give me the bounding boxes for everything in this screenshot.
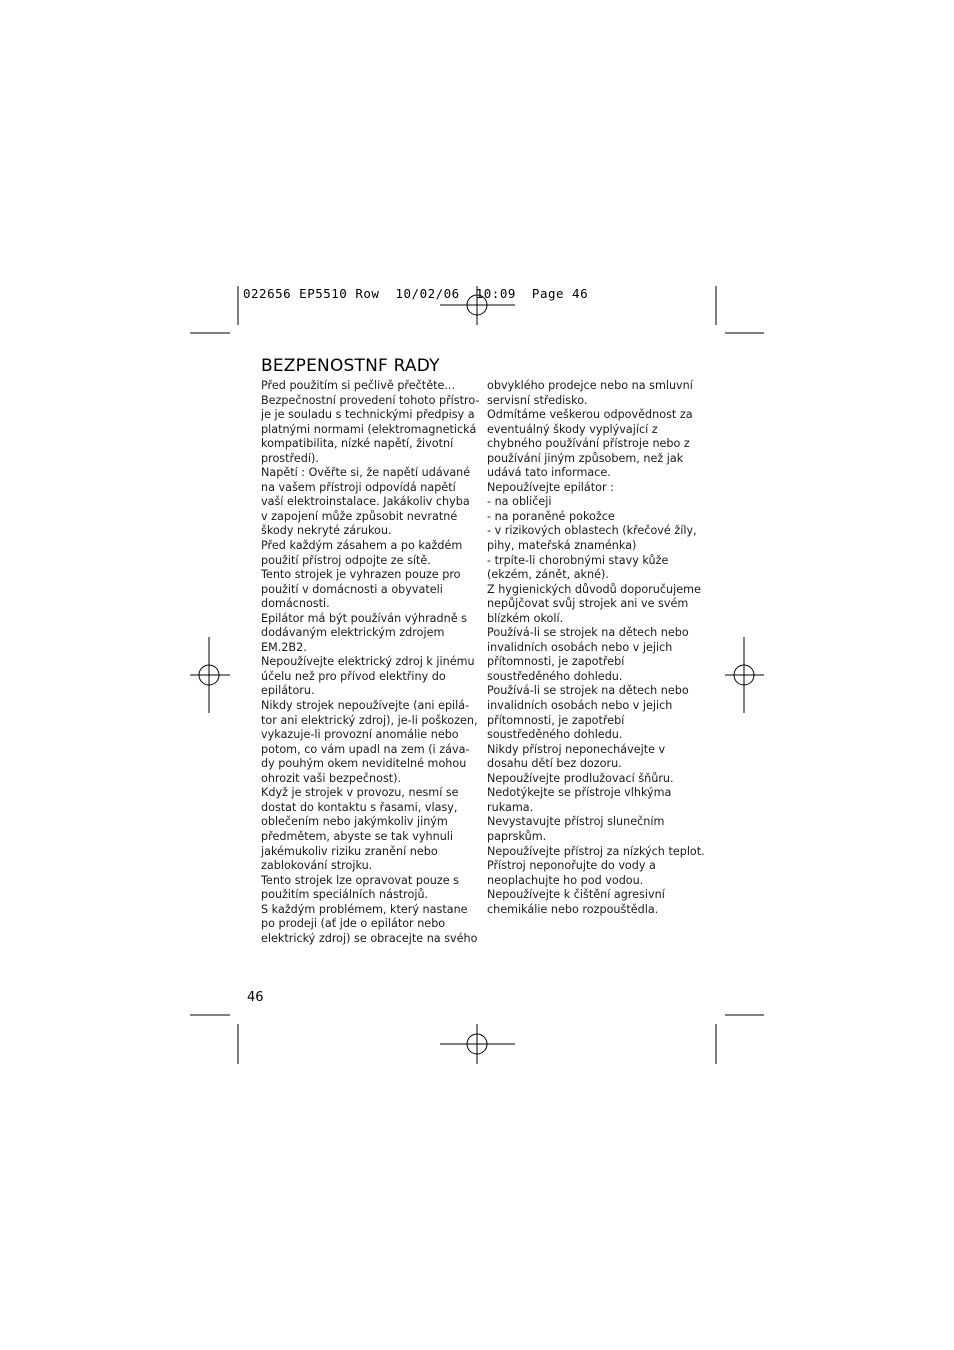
text-line: paprskům. [487, 829, 547, 843]
text-line: S každým problémem, který nastane [261, 902, 468, 916]
text-line: soustředěného dohledu. [487, 669, 623, 683]
text-line: (ekzém, zánět, akné). [487, 568, 609, 582]
text-line: invalidních osobách nebo v jejich [487, 640, 673, 654]
text-line: - v rizikových oblastech (křečové žíly, [487, 524, 697, 538]
text-line: Před každým zásahem a po každém [261, 539, 463, 553]
text-line: oblečením nebo jakýmkoliv jiným [261, 815, 448, 829]
text-line: účelu než pro přívod elektřiny do [261, 669, 446, 683]
text-line: - trpíte-li chorobnými stavy kůže [487, 553, 669, 567]
text-line: po prodeji (ať jde o epilátor nebo [261, 917, 446, 931]
text-line: je je souladu s technickými předpisy a [261, 408, 475, 422]
text-line: Nepoužívejte epilátor : [487, 480, 614, 494]
text-line: Nepoužívejte k čištění agresivní [487, 888, 665, 902]
text-line: udává tato informace. [487, 466, 611, 480]
text-line: Epilátor má být používán výhradně s [261, 611, 467, 625]
text-line: Používá-li se strojek na dětech nebo [487, 626, 689, 640]
text-line: Tento strojek lze opravovat pouze s [261, 873, 460, 887]
text-line: Napětí : Ověřte si, že napětí udávané [261, 466, 471, 480]
text-line: použití přístroj odpojte ze sítě. [261, 553, 431, 567]
text-line: domácnosti. [261, 597, 330, 611]
text-line: Z hygienických důvodů doporučujeme [487, 582, 701, 596]
text-line: eventuálný škody vyplývající z [487, 422, 658, 436]
text-line: používání jiným způsobem, než jak [487, 451, 684, 465]
text-line: vaší elektroinstalace. Jakákoliv chyba [261, 495, 470, 509]
text-line: neoplachujte ho pod vodou. [487, 873, 644, 887]
text-line: Když je strojek v provozu, nesmí se [261, 786, 459, 800]
text-line: Přístroj neponořujte do vody a [487, 859, 656, 873]
text-line: Nikdy přístroj neponechávejte v [487, 742, 666, 756]
text-line: chybného používání přístroje nebo z [487, 437, 690, 451]
text-line: zablokování strojku. [261, 859, 373, 873]
text-line: vykazuje-li provozní anomálie nebo [261, 728, 459, 742]
text-line: Odmítáme veškerou odpovědnost za [487, 408, 693, 422]
text-line: Tento strojek je vyhrazen pouze pro [261, 568, 461, 582]
print-slug-line: 022656 EP5510 Row 10/02/06 10:09 Page 46 [243, 286, 589, 301]
page-title: BEZPENOSTNF RADY [261, 356, 440, 376]
text-line: předmětem, abyste se tak vyhnuli [261, 829, 454, 843]
text-line: dy pouhým okem neviditelné mohou [261, 757, 467, 771]
text-line: prostředí). [261, 451, 319, 465]
text-line: blízkém okolí. [487, 611, 564, 625]
text-line: kompatibilita, nízké napětí, životní [261, 437, 454, 451]
text-line: v zapojení může způsobit nevratné [261, 509, 458, 523]
text-line: pihy, mateřská znaménka) [487, 539, 637, 553]
text-line: dodávaným elektrickým zdrojem [261, 626, 445, 640]
text-line: tor ani elektrický zdroj), je-li poškozen, [261, 713, 478, 727]
text-line: Používá-li se strojek na dětech nebo [487, 684, 689, 698]
text-line: soustředěného dohledu. [487, 728, 623, 742]
text-line: Nepoužívejte elektrický zdroj k jinému [261, 655, 475, 669]
right-text-column [487, 379, 705, 917]
text-line: Před použitím si pečlivě přečtěte... [261, 379, 456, 392]
text-line: Nikdy strojek nepoužívejte (ani epilá- [261, 699, 470, 713]
text-line: Nepoužívejte prodlužovací šňůru. [487, 771, 674, 785]
text-line: ohrozit vaši bezpečnost). [261, 771, 402, 785]
text-line: Nevystavujte přístroj slunečním [487, 815, 665, 829]
text-line: nepůjčovat svůj strojek ani ve svém [487, 597, 689, 611]
text-line: servisní středisko. [487, 393, 588, 407]
text-line: Nepoužívejte přístroj za nízkých teplot. [487, 844, 705, 858]
text-line: Nedotýkejte se přístroje vlhkýma [487, 786, 672, 800]
text-line: obvyklého prodejce nebo na smluvní [487, 379, 693, 392]
text-line: na vašem přístroji odpovídá napětí [261, 480, 456, 494]
text-line: rukama. [487, 800, 534, 814]
text-line: Bezpečnostní provedení tohoto přístro- [261, 393, 480, 407]
left-text-column [261, 379, 480, 946]
text-line: epilátoru. [261, 684, 315, 698]
registration-mark-bottom [440, 1024, 515, 1064]
registration-mark-right [725, 637, 764, 713]
text-line: přítomnosti, je zapotřebí [487, 713, 625, 727]
text-line: jakémukoliv riziku zranění nebo [261, 844, 438, 858]
text-line: škody nekryté zárukou. [261, 524, 392, 538]
text-line: platnými normami (elektromagnetická [261, 422, 477, 436]
text-line: dostat do kontaktu s řasami, vlasy, [261, 800, 458, 814]
page-number: 46 [247, 990, 264, 1005]
text-line: - na poraněné pokožce [487, 509, 615, 523]
text-line: použitím speciálních nástrojů. [261, 888, 429, 902]
text-line: chemikálie nebo rozpouštědla. [487, 902, 659, 916]
registration-mark-top [440, 286, 515, 325]
text-line: dosahu dětí bez dozoru. [487, 757, 622, 771]
text-line: EM.2B2. [261, 640, 307, 654]
text-line: elektrický zdroj) se obracejte na svého [261, 931, 478, 945]
text-line: potom, co vám upadl na zem (i záva- [261, 742, 470, 756]
text-line: invalidních osobách nebo v jejich [487, 699, 673, 713]
text-line: - na obličeji [487, 495, 552, 509]
text-line: přítomnosti, je zapotřebí [487, 655, 625, 669]
text-line: použití v domácnosti a obyvateli [261, 582, 443, 596]
registration-mark-left [190, 637, 230, 713]
